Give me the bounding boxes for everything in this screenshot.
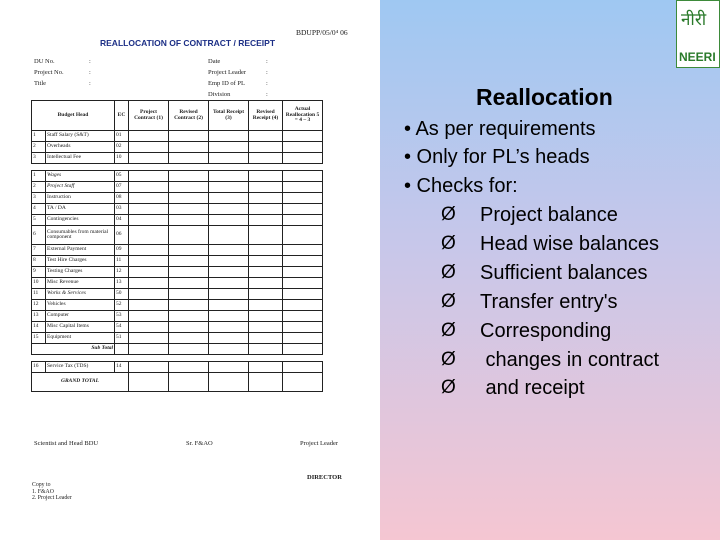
check-arrow-icon: Ø — [441, 348, 456, 370]
row-number: 2 — [32, 142, 46, 153]
amount-cell — [249, 278, 283, 289]
neeri-logo — [676, 0, 720, 68]
amount-cell — [129, 333, 169, 344]
row-number: 14 — [32, 322, 46, 333]
row-number: 13 — [32, 311, 46, 322]
neeri-logo-text: NEERI — [679, 50, 716, 64]
amount-cell — [129, 142, 169, 153]
budget-head: Works & Services — [46, 289, 115, 300]
amount-cell — [169, 300, 209, 311]
amount-cell — [283, 182, 323, 193]
amount-cell — [129, 215, 169, 226]
signature-director: DIRECTOR — [307, 474, 342, 481]
ec-code: 06 — [115, 226, 129, 245]
amount-cell — [209, 311, 249, 322]
meta-division: Division — [208, 91, 231, 98]
amount-cell — [283, 267, 323, 278]
budget-head: Staff Salary (S&T) — [46, 131, 115, 142]
check-item: and receipt — [480, 377, 585, 400]
slide-heading: Reallocation — [476, 84, 613, 110]
amount-cell — [249, 245, 283, 256]
amount-cell — [209, 142, 249, 153]
amount-cell — [209, 215, 249, 226]
amount-cell — [283, 322, 323, 333]
reallocation-table — [31, 100, 323, 392]
ec-code: 02 — [115, 142, 129, 153]
table-row — [32, 204, 323, 215]
amount-cell — [249, 300, 283, 311]
amount-cell — [169, 142, 209, 153]
check-arrow-icon: Ø — [441, 377, 456, 399]
ec-code: 09 — [115, 245, 129, 256]
amount-cell — [283, 171, 323, 182]
header-total-receipt: Total Receipt (3) — [209, 101, 249, 131]
row-number: 8 — [32, 256, 46, 267]
amount-cell — [129, 131, 169, 142]
budget-head: Wages — [46, 171, 115, 182]
table-row — [32, 311, 323, 322]
check-arrow-icon: Ø — [441, 290, 456, 312]
form-reference: BDUPP/05/0⁴ 06 — [296, 28, 348, 37]
amount-cell — [169, 215, 209, 226]
meta-date: Date — [208, 58, 221, 65]
ec-code: 05 — [115, 171, 129, 182]
budget-head: TA / DA — [46, 204, 115, 215]
table-row — [32, 171, 323, 182]
amount-cell — [209, 193, 249, 204]
table-row — [32, 215, 323, 226]
amount-cell — [169, 204, 209, 215]
table-section-b — [32, 171, 323, 344]
amount-cell — [283, 131, 323, 142]
amount-cell — [249, 322, 283, 333]
subtotal-label: Sub Total — [32, 344, 115, 355]
budget-head: Vehicles — [46, 300, 115, 311]
amount-cell — [129, 171, 169, 182]
amount-cell — [169, 182, 209, 193]
amount-cell — [169, 193, 209, 204]
bullet-pl-heads: • Only for PL’s heads — [404, 146, 590, 168]
table-section-a — [32, 131, 323, 164]
check-arrow-icon: Ø — [441, 232, 456, 254]
budget-head: Test Hire Charges — [46, 256, 115, 267]
row-number: 3 — [32, 193, 46, 204]
amount-cell — [283, 278, 323, 289]
table-row — [32, 226, 323, 245]
amount-cell — [209, 289, 249, 300]
table-row — [32, 333, 323, 344]
header-revised-receipt: Revised Receipt (4) — [249, 101, 283, 131]
amount-cell — [169, 131, 209, 142]
table-row-service-tax: 16 Service Tax (TDS) 14 — [32, 362, 323, 373]
header-ec: EC — [115, 101, 129, 131]
bullet-checks-for: • Checks for: — [404, 175, 518, 197]
amount-cell — [169, 311, 209, 322]
row-number: 11 — [32, 289, 46, 300]
amount-cell — [283, 142, 323, 153]
meta-emp-id: Emp ID of PL — [208, 80, 246, 87]
ec-code: 11 — [115, 256, 129, 267]
check-arrow-icon: Ø — [441, 261, 456, 283]
ec-code: 54 — [115, 322, 129, 333]
check-arrow-icon: Ø — [441, 319, 456, 341]
table-row — [32, 278, 323, 289]
table-row — [32, 142, 323, 153]
ec-code: 04 — [115, 215, 129, 226]
amount-cell — [249, 215, 283, 226]
ec-code: 01 — [115, 131, 129, 142]
budget-head: Project Staff — [46, 182, 115, 193]
amount-cell — [249, 171, 283, 182]
check-item: Sufficient balances — [480, 261, 648, 284]
meta-project-leader: Project Leader — [208, 69, 247, 76]
amount-cell — [169, 226, 209, 245]
amount-cell — [283, 333, 323, 344]
amount-cell — [169, 278, 209, 289]
amount-cell — [169, 333, 209, 344]
check-item: Head wise balances — [480, 232, 659, 255]
amount-cell — [249, 182, 283, 193]
check-arrow-icon: Ø — [441, 204, 456, 225]
signature-project-leader: Project Leader — [300, 440, 339, 447]
budget-head: Misc Capital Items — [46, 322, 115, 333]
amount-cell — [249, 267, 283, 278]
amount-cell — [283, 153, 323, 164]
signature-scientist-head: Scientist and Head BDU — [34, 440, 99, 447]
check-item: Corresponding — [480, 319, 612, 342]
amount-cell — [209, 171, 249, 182]
table-row — [32, 267, 323, 278]
row-number: 4 — [32, 204, 46, 215]
ec-code: 53 — [115, 311, 129, 322]
table-row — [32, 182, 323, 193]
budget-head: External Payment — [46, 245, 115, 256]
check-item: Project balance — [480, 204, 618, 226]
table-row — [32, 289, 323, 300]
amount-cell — [129, 256, 169, 267]
amount-cell — [129, 204, 169, 215]
amount-cell — [209, 278, 249, 289]
amount-cell — [249, 333, 283, 344]
row-number: 10 — [32, 278, 46, 289]
ec-code: 13 — [115, 278, 129, 289]
copy-to-list: Copy to 1. F&AO 2. Project Leader — [32, 482, 72, 502]
header-budget-head: Budget Head — [32, 101, 115, 131]
amount-cell — [169, 322, 209, 333]
table-header-row — [32, 101, 323, 131]
row-number: 7 — [32, 245, 46, 256]
amount-cell — [209, 131, 249, 142]
amount-cell — [169, 153, 209, 164]
form-title: REALLOCATION OF CONTRACT / RECEIPT — [100, 38, 276, 48]
check-item: changes in contract — [480, 348, 659, 371]
amount-cell — [283, 245, 323, 256]
amount-cell — [209, 322, 249, 333]
ec-code: 08 — [115, 193, 129, 204]
row-number: 3 — [32, 153, 46, 164]
amount-cell — [169, 245, 209, 256]
amount-cell — [129, 153, 169, 164]
amount-cell — [283, 204, 323, 215]
check-item: Transfer entry's — [480, 290, 618, 313]
budget-head: Misc Revenue — [46, 278, 115, 289]
ec-code: 07 — [115, 182, 129, 193]
ec-code: 52 — [115, 300, 129, 311]
amount-cell — [129, 322, 169, 333]
amount-cell — [129, 278, 169, 289]
table-row — [32, 193, 323, 204]
amount-cell — [169, 256, 209, 267]
amount-cell — [129, 226, 169, 245]
amount-cell — [209, 204, 249, 215]
amount-cell — [209, 226, 249, 245]
table-row-grand-total — [32, 373, 323, 392]
header-actual-reallocation: Actual Reallocation 5 = 4 – 3 — [283, 101, 323, 131]
amount-cell — [249, 142, 283, 153]
amount-cell — [169, 171, 209, 182]
reallocation-form-image: BDUPP/05/0⁴ 06 REALLOCATION OF CONTRACT / RECEIPT DU No. Project No. Title : : : Date Project Leader Emp ID of PL Division : : : : Budget Head EC Project Contract (1) Revised Contract (2) Total Receipt (3) Revised Receipt (4) Actual Reallocation 5 = 4 – 3 1 Staff Salary (S&T) 01 2 Overheads 02 3 Intellectual Fee 10 1 Wages 05 2 Project Staff 07 3 Instruction 08 4 TA / DA 03 5 Contingencies 04 6 Consumables from material component 06 7 External Payment 09 8 Test Hire Charges 11 9 Testing Charges 12 10 Misc Revenue 13 11 Works & Services 50 12 Vehicles 52 13 Computer 53 14 Misc Capital Items 54 15 Equipment 51 Sub Total 16 Service Tax (TDS) 14 GRAND TOTAL Scientist and Head BDU Sr. F&AO Project Leader DIRECTOR Copy to 1. F&AO 2. Project Leader — [0, 0, 380, 540]
amount-cell — [249, 193, 283, 204]
amount-cell — [249, 256, 283, 267]
amount-cell — [209, 300, 249, 311]
budget-head: Testing Charges — [46, 267, 115, 278]
amount-cell — [249, 311, 283, 322]
amount-cell — [209, 267, 249, 278]
amount-cell — [283, 256, 323, 267]
amount-cell — [209, 182, 249, 193]
budget-head: Consumables from material component — [46, 226, 115, 245]
meta-project-no: Project No. — [34, 69, 64, 76]
amount-cell — [209, 153, 249, 164]
amount-cell — [129, 300, 169, 311]
amount-cell — [169, 267, 209, 278]
row-number: 12 — [32, 300, 46, 311]
header-project-contract: Project Contract (1) — [129, 101, 169, 131]
amount-cell — [129, 182, 169, 193]
amount-cell — [249, 153, 283, 164]
budget-head: Equipment — [46, 333, 115, 344]
amount-cell — [283, 289, 323, 300]
meta-du-no: DU No. — [34, 58, 55, 65]
row-number: 15 — [32, 333, 46, 344]
row-number: 2 — [32, 182, 46, 193]
table-row — [32, 300, 323, 311]
amount-cell — [209, 256, 249, 267]
ec-code: 10 — [115, 153, 129, 164]
amount-cell — [249, 226, 283, 245]
amount-cell — [209, 245, 249, 256]
ec-code: 12 — [115, 267, 129, 278]
amount-cell — [283, 215, 323, 226]
table-row — [32, 245, 323, 256]
table-row — [32, 131, 323, 142]
table-row — [32, 153, 323, 164]
amount-cell — [283, 311, 323, 322]
header-revised-contract: Revised Contract (2) — [169, 101, 209, 131]
amount-cell — [249, 289, 283, 300]
amount-cell — [283, 300, 323, 311]
budget-head: Overheads — [46, 142, 115, 153]
amount-cell — [283, 226, 323, 245]
row-number: 5 — [32, 215, 46, 226]
ec-code: 50 — [115, 289, 129, 300]
row-number: 1 — [32, 171, 46, 182]
amount-cell — [169, 289, 209, 300]
amount-cell — [129, 289, 169, 300]
bullet-requirements: • As per requirements — [404, 118, 596, 140]
ec-code: 03 — [115, 204, 129, 215]
amount-cell — [283, 193, 323, 204]
grand-total-label: GRAND TOTAL — [32, 373, 129, 392]
amount-cell — [129, 245, 169, 256]
amount-cell — [129, 311, 169, 322]
amount-cell — [249, 204, 283, 215]
amount-cell — [129, 193, 169, 204]
table-row — [32, 322, 323, 333]
row-number: 6 — [32, 226, 46, 245]
budget-head: Intellectual Fee — [46, 153, 115, 164]
neeri-logo-mark: नीरी — [681, 10, 707, 30]
amount-cell — [129, 267, 169, 278]
table-row — [32, 256, 323, 267]
meta-title: Title — [34, 80, 47, 87]
budget-head: Contingencies — [46, 215, 115, 226]
row-number: 1 — [32, 131, 46, 142]
budget-head: Instruction — [46, 193, 115, 204]
ec-code: 51 — [115, 333, 129, 344]
row-number: 9 — [32, 267, 46, 278]
amount-cell — [209, 333, 249, 344]
amount-cell — [249, 131, 283, 142]
table-row-subtotal — [32, 344, 323, 355]
signature-fao: Sr. F&AO — [186, 440, 213, 447]
budget-head: Computer — [46, 311, 115, 322]
